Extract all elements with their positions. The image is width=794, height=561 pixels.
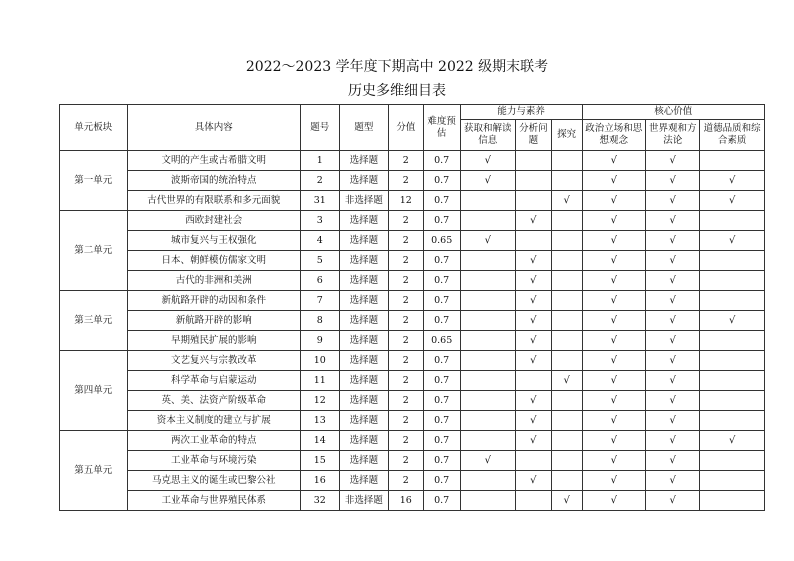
check-cell: √ (582, 211, 646, 231)
check-cell (551, 391, 582, 411)
table-row (60, 231, 765, 251)
table-row (60, 371, 765, 391)
check-cell: √ (582, 371, 646, 391)
row-type: 选择题 (339, 371, 388, 391)
row-difficulty: 0.7 (423, 451, 460, 471)
row-difficulty: 0.65 (423, 331, 460, 351)
detail-table (59, 104, 765, 511)
check-cell: √ (582, 451, 646, 471)
header-sub-inquiry: 探究 (551, 120, 582, 151)
check-cell: √ (582, 191, 646, 211)
row-difficulty: 0.7 (423, 431, 460, 451)
row-difficulty: 0.7 (423, 311, 460, 331)
row-number: 8 (300, 311, 339, 331)
row-content: 古代世界的有限联系和多元面貌 (127, 191, 300, 211)
row-type: 非选择题 (339, 191, 388, 211)
check-cell (551, 211, 582, 231)
check-cell (551, 311, 582, 331)
unit-cell: 第一单元 (60, 151, 128, 211)
check-cell: √ (515, 311, 551, 331)
row-number: 12 (300, 391, 339, 411)
check-cell: √ (582, 431, 646, 451)
check-cell (460, 191, 515, 211)
check-cell: √ (515, 271, 551, 291)
check-cell (551, 231, 582, 251)
row-content: 新航路开辟的动因和条件 (127, 291, 300, 311)
row-score: 2 (388, 451, 423, 471)
row-content: 文明的产生或古希腊文明 (127, 151, 300, 171)
check-cell: √ (700, 191, 765, 211)
check-cell: √ (646, 271, 700, 291)
table-row (60, 251, 765, 271)
check-cell (460, 311, 515, 331)
row-difficulty: 0.7 (423, 191, 460, 211)
check-cell (460, 331, 515, 351)
row-content: 工业革命与环境污染 (127, 451, 300, 471)
check-cell (551, 271, 582, 291)
header-difficulty: 难度预估 (423, 105, 460, 151)
row-type: 选择题 (339, 211, 388, 231)
check-cell: √ (582, 151, 646, 171)
check-cell: √ (460, 451, 515, 471)
table-row (60, 311, 765, 331)
check-cell: √ (460, 171, 515, 191)
row-difficulty: 0.7 (423, 251, 460, 271)
table-row (60, 491, 765, 511)
check-cell: √ (582, 231, 646, 251)
header-qtype: 题型 (339, 105, 388, 151)
row-score: 2 (388, 311, 423, 331)
row-score: 2 (388, 351, 423, 371)
check-cell: √ (700, 311, 765, 331)
check-cell (460, 471, 515, 491)
check-cell: √ (515, 471, 551, 491)
row-score: 2 (388, 291, 423, 311)
row-number: 31 (300, 191, 339, 211)
check-cell: √ (515, 431, 551, 451)
row-content: 马克思主义的诞生或巴黎公社 (127, 471, 300, 491)
row-score: 2 (388, 151, 423, 171)
row-difficulty: 0.7 (423, 211, 460, 231)
row-difficulty: 0.7 (423, 151, 460, 171)
check-cell: √ (515, 351, 551, 371)
check-cell: √ (582, 391, 646, 411)
header-number: 题号 (300, 105, 339, 151)
row-content: 日本、朝鲜模仿儒家文明 (127, 251, 300, 271)
row-difficulty: 0.7 (423, 171, 460, 191)
table-row (60, 451, 765, 471)
unit-cell: 第五单元 (60, 431, 128, 511)
row-number: 2 (300, 171, 339, 191)
row-number: 10 (300, 351, 339, 371)
page-title: 2022～2023 学年度下期高中 2022 级期末联考 (245, 59, 549, 75)
check-cell: √ (460, 231, 515, 251)
check-cell: √ (515, 251, 551, 271)
check-cell: √ (515, 291, 551, 311)
check-cell (700, 151, 765, 171)
check-cell (551, 451, 582, 471)
check-cell (551, 351, 582, 371)
check-cell (460, 371, 515, 391)
table-row (60, 191, 765, 211)
header-content: 具体内容 (127, 105, 300, 151)
row-type: 选择题 (339, 451, 388, 471)
row-score: 2 (388, 331, 423, 351)
row-content: 资本主义制度的建立与扩展 (127, 411, 300, 431)
check-cell: √ (646, 331, 700, 351)
check-cell (460, 271, 515, 291)
check-cell (700, 271, 765, 291)
check-cell (700, 471, 765, 491)
check-cell (460, 211, 515, 231)
row-number: 13 (300, 411, 339, 431)
row-content: 工业革命与世界殖民体系 (127, 491, 300, 511)
row-number: 14 (300, 431, 339, 451)
row-content: 科学革命与启蒙运动 (127, 371, 300, 391)
row-number: 9 (300, 331, 339, 351)
row-type: 选择题 (339, 251, 388, 271)
check-cell (460, 351, 515, 371)
check-cell: √ (582, 311, 646, 331)
check-cell: √ (582, 491, 646, 511)
check-cell (700, 211, 765, 231)
check-cell (700, 451, 765, 471)
row-number: 1 (300, 151, 339, 171)
check-cell (460, 491, 515, 511)
row-content: 古代的非洲和美洲 (127, 271, 300, 291)
check-cell (551, 411, 582, 431)
row-score: 2 (388, 171, 423, 191)
row-score: 2 (388, 471, 423, 491)
row-score: 16 (388, 491, 423, 511)
row-score: 2 (388, 411, 423, 431)
check-cell: √ (646, 431, 700, 451)
row-type: 选择题 (339, 411, 388, 431)
row-difficulty: 0.7 (423, 391, 460, 411)
row-content: 波斯帝国的统治特点 (127, 171, 300, 191)
check-cell: √ (646, 371, 700, 391)
check-cell (551, 431, 582, 451)
row-score: 2 (388, 371, 423, 391)
row-score: 12 (388, 191, 423, 211)
row-type: 选择题 (339, 171, 388, 191)
check-cell (700, 251, 765, 271)
header-sub-info: 获取和解读信息 (460, 120, 515, 151)
check-cell (551, 471, 582, 491)
row-content: 文艺复兴与宗教改革 (127, 351, 300, 371)
row-type: 选择题 (339, 431, 388, 451)
check-cell: √ (515, 391, 551, 411)
check-cell (551, 331, 582, 351)
check-cell: √ (646, 251, 700, 271)
row-type: 选择题 (339, 391, 388, 411)
check-cell: √ (646, 211, 700, 231)
check-cell (700, 331, 765, 351)
row-type: 选择题 (339, 331, 388, 351)
row-number: 3 (300, 211, 339, 231)
check-cell (700, 291, 765, 311)
check-cell: √ (582, 271, 646, 291)
check-cell (515, 171, 551, 191)
check-cell: √ (646, 311, 700, 331)
check-cell: √ (551, 371, 582, 391)
row-content: 城市复兴与王权强化 (127, 231, 300, 251)
row-difficulty: 0.7 (423, 411, 460, 431)
table-row (60, 271, 765, 291)
check-cell: √ (646, 231, 700, 251)
check-cell: √ (460, 151, 515, 171)
check-cell: √ (515, 411, 551, 431)
check-cell: √ (700, 431, 765, 451)
row-difficulty: 0.7 (423, 351, 460, 371)
unit-cell: 第四单元 (60, 351, 128, 431)
row-number: 6 (300, 271, 339, 291)
check-cell (700, 371, 765, 391)
row-content: 新航路开辟的影响 (127, 311, 300, 331)
check-cell (460, 391, 515, 411)
unit-cell: 第二单元 (60, 211, 128, 291)
table-row (60, 351, 765, 371)
check-cell: √ (646, 171, 700, 191)
check-cell (551, 251, 582, 271)
table-row (60, 411, 765, 431)
check-cell (515, 231, 551, 251)
check-cell (700, 391, 765, 411)
check-cell: √ (646, 151, 700, 171)
row-type: 选择题 (339, 151, 388, 171)
check-cell: √ (700, 231, 765, 251)
row-difficulty: 0.7 (423, 291, 460, 311)
check-cell: √ (646, 491, 700, 511)
row-type: 非选择题 (339, 491, 388, 511)
row-difficulty: 0.7 (423, 491, 460, 511)
row-number: 11 (300, 371, 339, 391)
row-score: 2 (388, 211, 423, 231)
table-row (60, 151, 765, 171)
row-number: 16 (300, 471, 339, 491)
check-cell: √ (646, 471, 700, 491)
row-number: 15 (300, 451, 339, 471)
header-core-group: 核心价值 (582, 105, 764, 120)
check-cell: √ (700, 171, 765, 191)
check-cell: √ (551, 191, 582, 211)
table-body (60, 151, 765, 511)
header-sub-worldview: 世界观和方法论 (646, 120, 700, 151)
check-cell (515, 191, 551, 211)
row-type: 选择题 (339, 291, 388, 311)
check-cell (551, 291, 582, 311)
check-cell (460, 251, 515, 271)
row-score: 2 (388, 431, 423, 451)
page-subtitle: 历史多维细目表 (348, 83, 446, 99)
check-cell: √ (515, 331, 551, 351)
row-difficulty: 0.7 (423, 371, 460, 391)
check-cell: √ (646, 451, 700, 471)
table-row (60, 211, 765, 231)
check-cell (515, 371, 551, 391)
check-cell: √ (582, 331, 646, 351)
check-cell: √ (582, 411, 646, 431)
row-type: 选择题 (339, 311, 388, 331)
check-cell: √ (582, 471, 646, 491)
check-cell: √ (515, 211, 551, 231)
check-cell (460, 431, 515, 451)
check-cell (551, 171, 582, 191)
row-difficulty: 0.7 (423, 271, 460, 291)
row-type: 选择题 (339, 231, 388, 251)
row-number: 7 (300, 291, 339, 311)
header-sub-political: 政治立场和思想观念 (582, 120, 646, 151)
row-score: 2 (388, 251, 423, 271)
row-content: 英、美、法资产阶级革命 (127, 391, 300, 411)
header-unit: 单元板块 (60, 105, 128, 151)
header-sub-moral: 道德品质和综合素质 (700, 120, 765, 151)
row-number: 5 (300, 251, 339, 271)
check-cell (551, 151, 582, 171)
table-row (60, 391, 765, 411)
header-score: 分值 (388, 105, 423, 151)
check-cell (700, 411, 765, 431)
row-type: 选择题 (339, 351, 388, 371)
check-cell: √ (582, 171, 646, 191)
unit-cell: 第三单元 (60, 291, 128, 351)
row-score: 2 (388, 391, 423, 411)
row-difficulty: 0.7 (423, 471, 460, 491)
check-cell: √ (551, 491, 582, 511)
check-cell: √ (646, 391, 700, 411)
check-cell (700, 491, 765, 511)
row-content: 两次工业革命的特点 (127, 431, 300, 451)
check-cell (515, 151, 551, 171)
row-score: 2 (388, 231, 423, 251)
check-cell: √ (646, 191, 700, 211)
check-cell (515, 451, 551, 471)
table-row (60, 431, 765, 451)
check-cell (700, 351, 765, 371)
row-type: 选择题 (339, 271, 388, 291)
check-cell (460, 411, 515, 431)
check-cell: √ (646, 411, 700, 431)
check-cell: √ (646, 291, 700, 311)
table-row (60, 171, 765, 191)
table-row (60, 291, 765, 311)
row-score: 2 (388, 271, 423, 291)
check-cell (515, 491, 551, 511)
row-number: 32 (300, 491, 339, 511)
check-cell: √ (582, 291, 646, 311)
row-content: 西欧封建社会 (127, 211, 300, 231)
table-row (60, 331, 765, 351)
table-row (60, 471, 765, 491)
header-ability-group: 能力与素养 (460, 105, 582, 120)
check-cell: √ (582, 351, 646, 371)
header-sub-analysis: 分析问题 (515, 120, 551, 151)
row-difficulty: 0.65 (423, 231, 460, 251)
row-content: 早期殖民扩展的影响 (127, 331, 300, 351)
check-cell: √ (582, 251, 646, 271)
check-cell (460, 291, 515, 311)
check-cell: √ (646, 351, 700, 371)
row-number: 4 (300, 231, 339, 251)
row-type: 选择题 (339, 471, 388, 491)
